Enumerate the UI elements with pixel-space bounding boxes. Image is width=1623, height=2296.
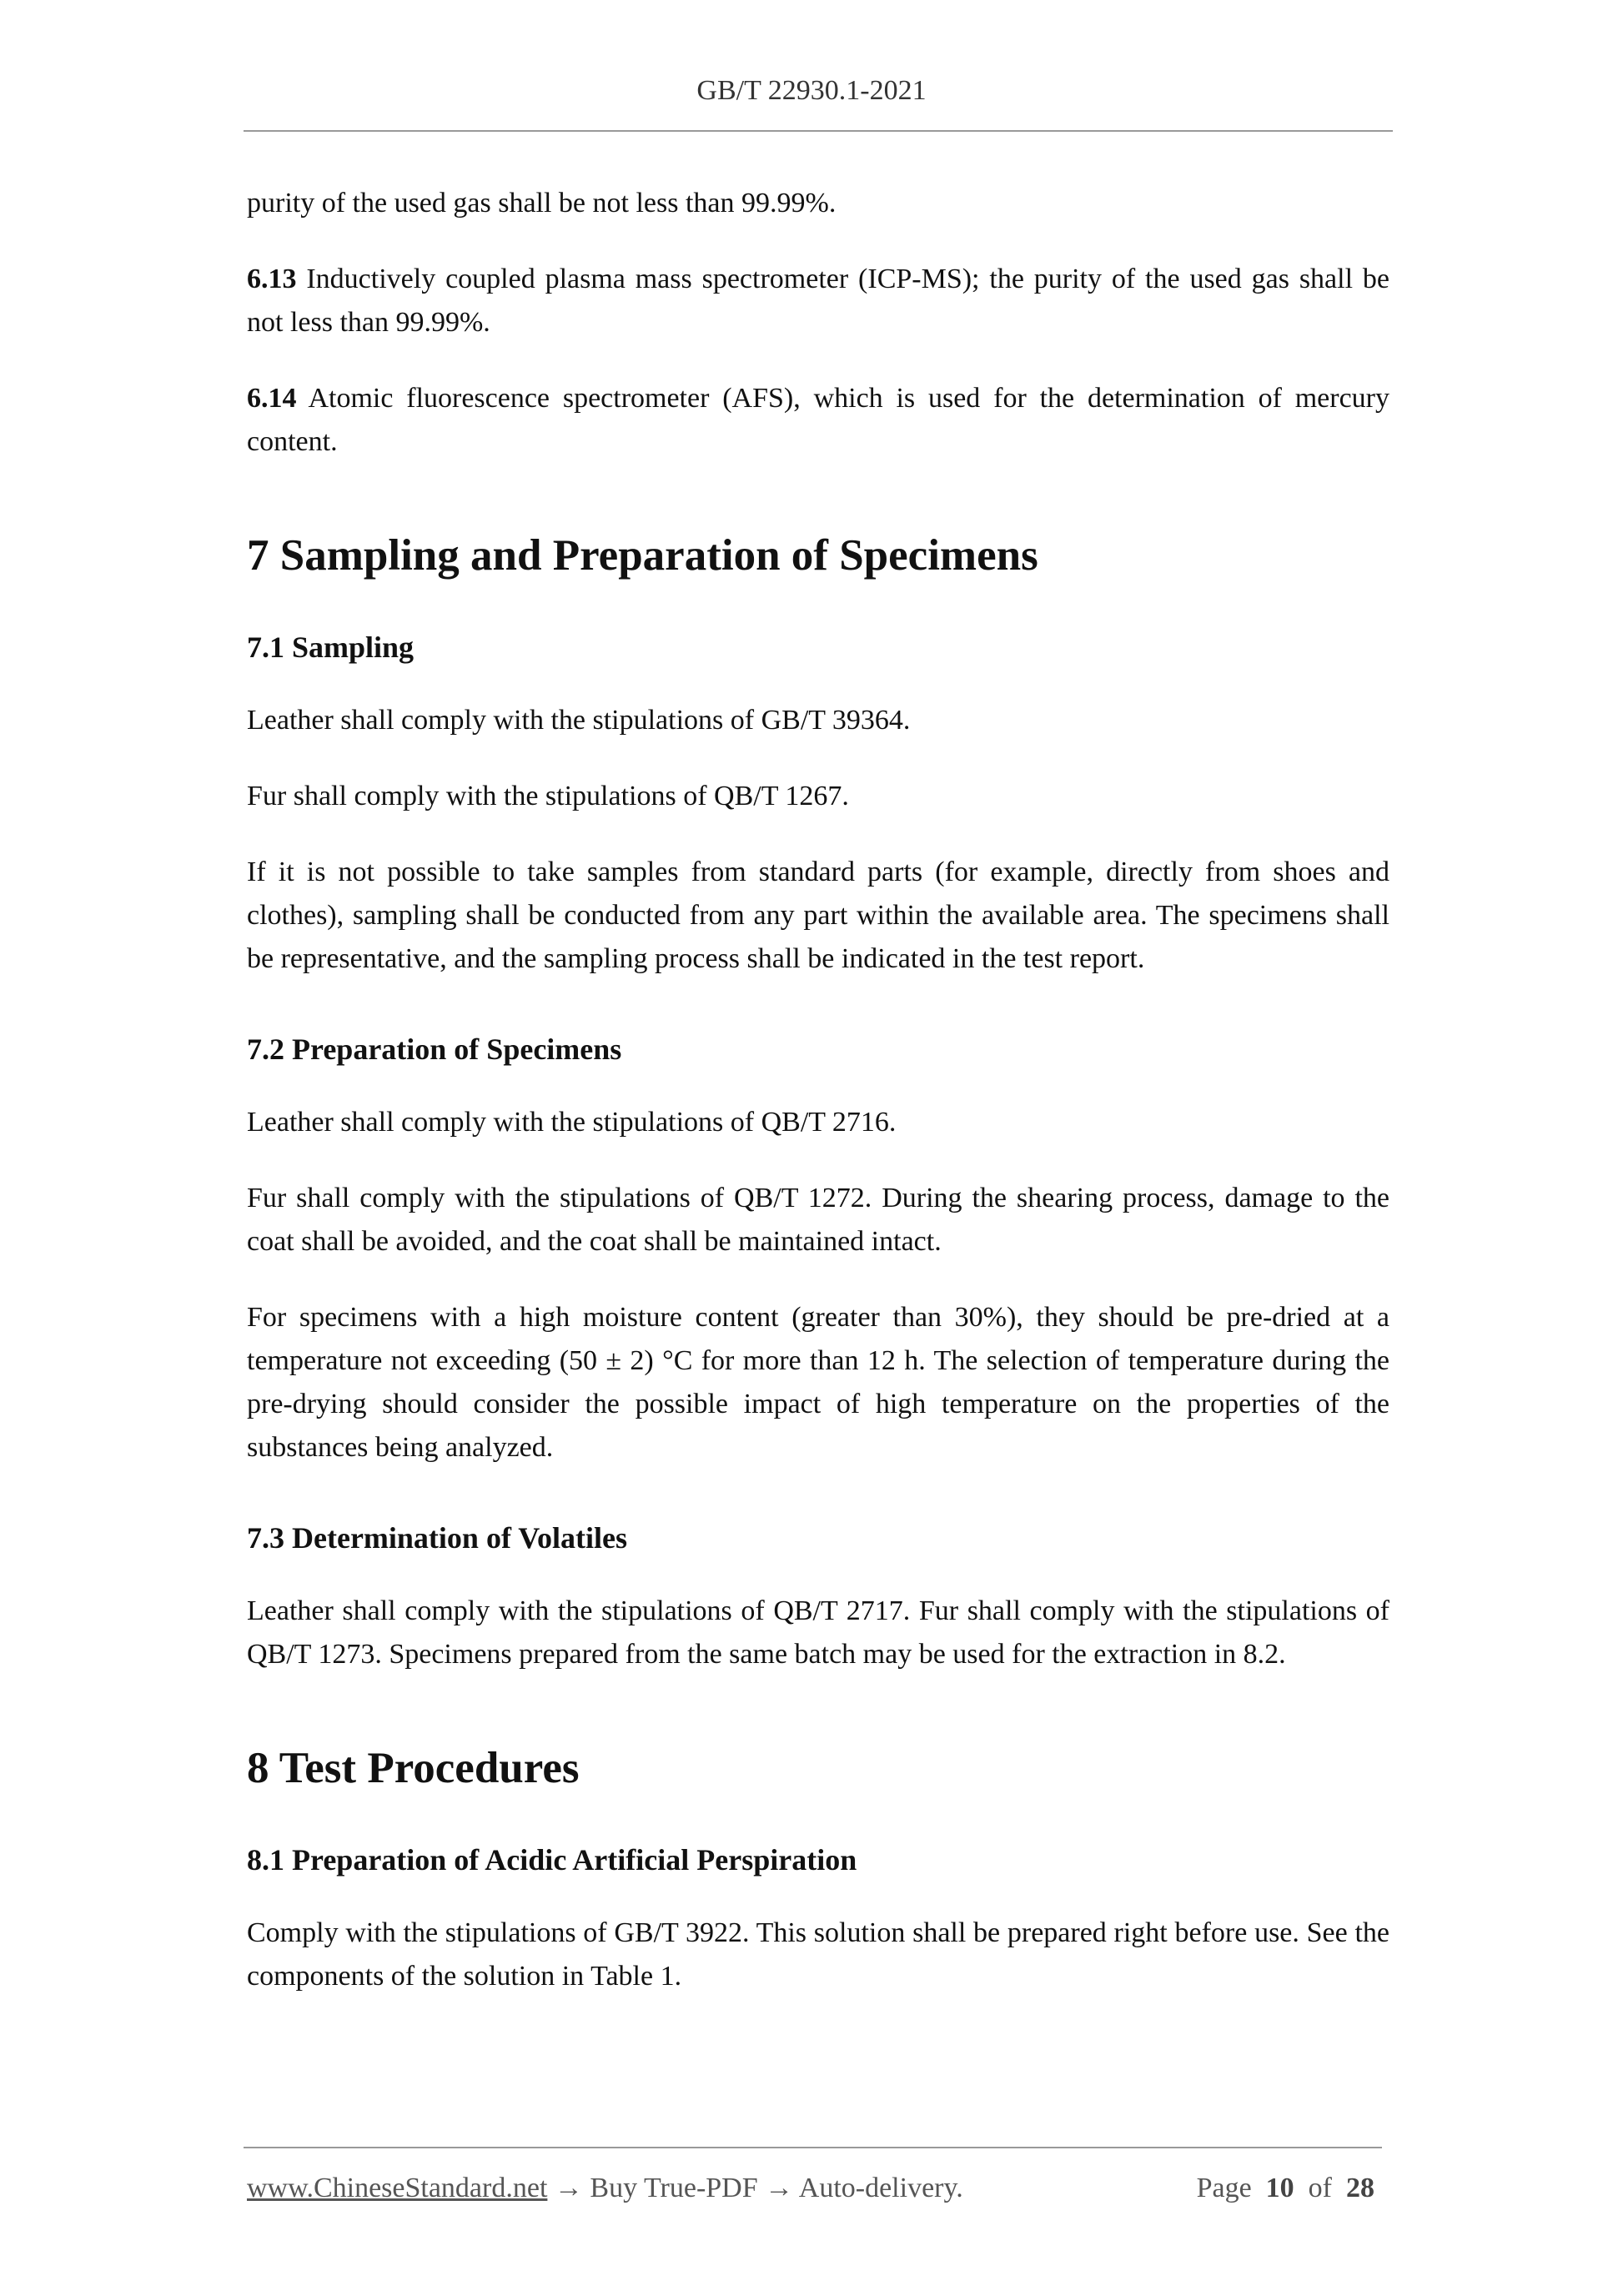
subsection-7-1-heading: 7.1 Sampling [247, 631, 415, 664]
clause-6-13 [247, 258, 1389, 344]
delivery-text: Auto-delivery. [798, 2173, 963, 2203]
page-total: 28 [1346, 2173, 1374, 2203]
paragraph: Comply with the stipulations of GB/T 3922. This solution shall be prepared right before use. See the components of the solution in Table 1. [247, 1917, 1389, 1992]
section-8-heading: 8 Test Procedures [247, 1744, 580, 1792]
paragraph: Fur shall comply with the stipulations of QB/T 1272. During the shearing process, damage to the coat shall be avoided, and the coat shall be maintained intact. [247, 1183, 1389, 1257]
paragraph-gas-purity: purity of the used gas shall be not less than 99.99%. [247, 188, 837, 219]
subsection-8-1-heading: 8.1 Preparation of Acidic Artificial Perspiration [247, 1843, 857, 1876]
of-label: of [1308, 2173, 1332, 2203]
buy-text: Buy True-PDF [590, 2173, 758, 2203]
paragraph: Fur shall comply with the stipulations of QB/T 1267. [247, 781, 849, 811]
arrow-right-icon: → [554, 2173, 583, 2203]
clause-text: Atomic fluorescence spectrometer (AFS), which is used for the determination of mercury content. [247, 383, 1389, 457]
site-link[interactable]: www.ChineseStandard.net [247, 2173, 548, 2203]
clause-number: 6.13 [247, 264, 297, 294]
running-header: GB/T 22930.1-2021 [696, 75, 927, 106]
footer-divider [244, 2147, 1382, 2148]
paragraph: If it is not possible to take samples from standard parts (for example, directly from shoes and clothes), sampling shall be conducted from any part within the available area. The specimens shall be representative, and the sampling process shall be indicated in the test report. [247, 857, 1389, 974]
page-counter [1197, 2170, 1374, 2207]
header-divider [244, 130, 1393, 132]
section-7-heading: 7 Sampling and Preparation of Specimens [247, 531, 1038, 580]
paragraph: For specimens with a high moisture content (greater than 30%), they should be pre-dried at a temperature not exceeding (50 ± 2) °C for more than 12 h. The selection of temperature during the pre-drying should consider the possible impact of high temperature on the properties of the substances being analyzed. [247, 1302, 1389, 1463]
arrow-right-icon: → [765, 2173, 794, 2203]
page-label: Page [1196, 2173, 1252, 2203]
clause-6-14 [247, 377, 1389, 464]
clause-text: Inductively coupled plasma mass spectrometer (ICP-MS); the purity of the used gas shall be not less than 99.99%. [247, 264, 1389, 338]
page-footer [247, 2170, 1383, 2207]
page-body [247, 182, 1389, 1998]
paragraph: Leather shall comply with the stipulations of QB/T 2717. Fur shall comply with the stipulations of QB/T 1273. Specimens prepared from the same batch may be used for the extraction in 8.2. [247, 1595, 1389, 1670]
paragraph: Leather shall comply with the stipulations of QB/T 2716. [247, 1107, 897, 1138]
subsection-7-3-heading: 7.3 Determination of Volatiles [247, 1521, 627, 1555]
page-current: 10 [1265, 2173, 1294, 2203]
paragraph: Leather shall comply with the stipulations of GB/T 39364. [247, 705, 911, 736]
subsection-7-2-heading: 7.2 Preparation of Specimens [247, 1032, 622, 1066]
clause-number: 6.14 [247, 383, 297, 414]
